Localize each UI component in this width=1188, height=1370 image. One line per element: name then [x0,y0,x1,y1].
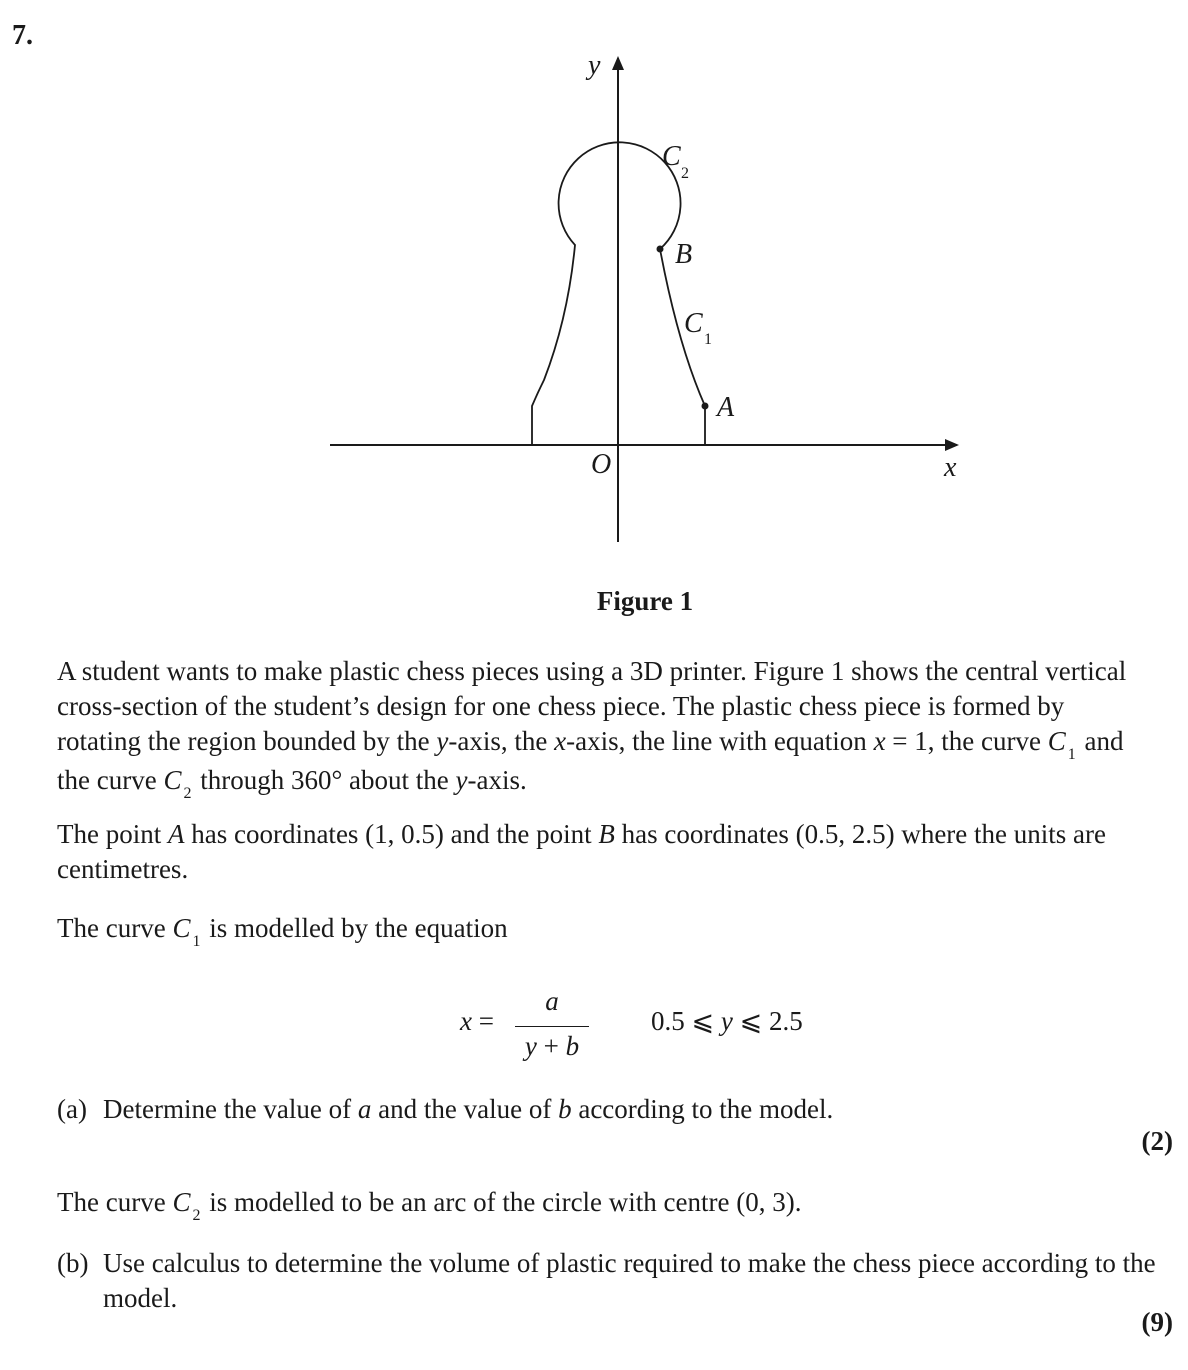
curve-c2-subscript: 2 [681,165,689,182]
part-a: (a) Determine the value of a and the value of b according to the model. [57,1094,834,1124]
equation-lhs: x = [460,1006,494,1036]
part-a-marks: (2) [1141,1126,1173,1156]
equation-fraction [515,986,589,1067]
y-axis-label: y [588,50,601,81]
curve-c2-model-paragraph: The curve C $_2$ is modelled to be an arc of the circle with centre (0, 3). [57,1187,802,1224]
fraction-bar [515,1026,589,1027]
figure-caption: Figure 1 [596,586,694,616]
figure-1-diagram [0,0,1188,560]
curve-c1-model-paragraph: The curve C $_1$ is modelled by the equation [57,913,508,950]
point-a-marker [702,403,709,410]
part-b: (b) Use calculus to determine the volume of plastic required to make the chess piece according to the model. [57,1248,1156,1313]
fraction-numerator: a [545,986,559,1016]
curve-c2-label: C [662,141,681,172]
point-b-label: B [675,239,693,270]
origin-label: O [591,449,612,480]
curve-c1-subscript: 1 [704,331,712,348]
coordinates-paragraph: The point A has coordinates (1, 0.5) and the point B has coordinates (0.5, 2.5) where the units are centimetres. [57,819,1106,884]
point-a-label: A [717,392,735,423]
curve-c1-label: C [684,308,703,339]
intro-paragraph: A student wants to make plastic chess pieces using a 3D printer. Figure 1 shows the central vertical cross-section of the student’s design for one chess piece. The plastic chess piece is formed by rotating the region bounded by the y-axis, the x-axis, the line with equation x = 1, the curve C $_1$ and the curve C $_2$ through 360° about the y-axis. [57,656,1127,802]
x-axis-label: x [944,452,957,483]
part-b-marks: (9) [1141,1307,1173,1337]
question-number: 7. [12,20,33,51]
fraction-denominator: y + b [524,1031,580,1061]
equation-range: 0.5 ⩽ y ⩽ 2.5 [651,1006,803,1036]
point-b-marker [657,246,664,253]
